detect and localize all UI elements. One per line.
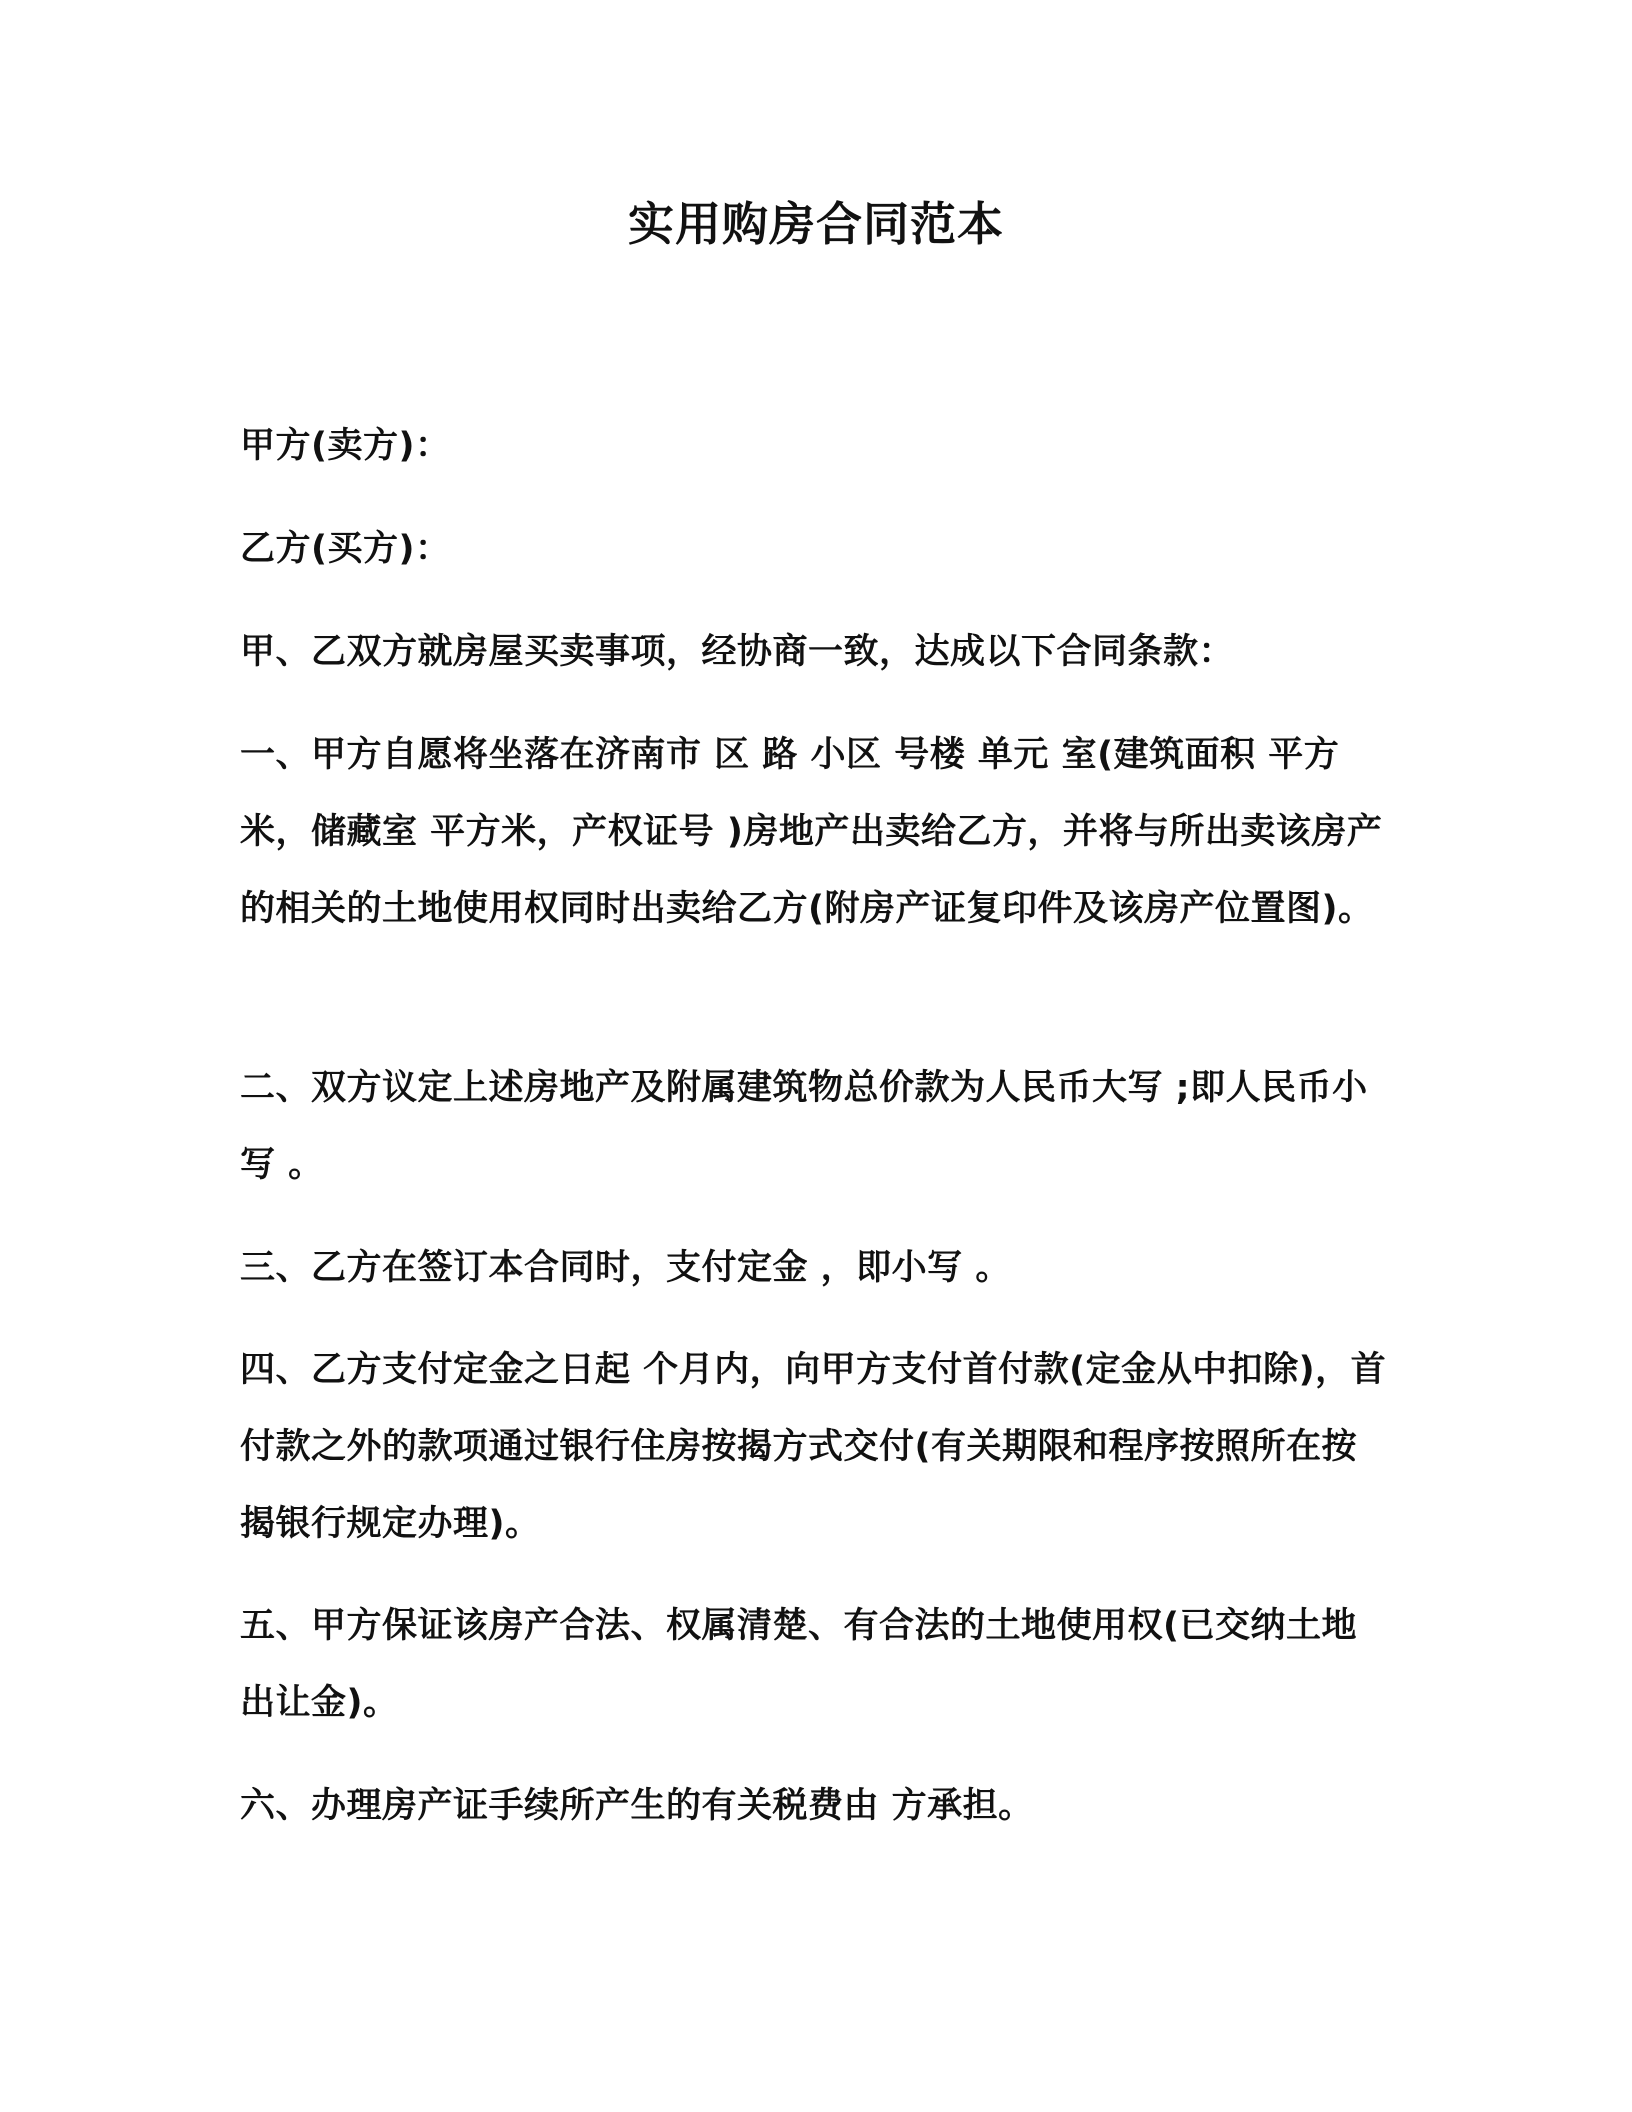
clause-5-paragraph: 五、甲方保证该房产合法、权属清楚、有合法的土地使用权(已交纳土地出让金)。 (240, 1606, 1357, 1723)
document-title: 实用购房合同范本 (628, 197, 1004, 251)
clause-1-paragraph: 一、甲方自愿将坐落在济南市 区 路 小区 号楼 单元 室(建筑面积 平方米，储藏室 平方米，产权证号 )房地产出卖给乙方，并将与所出卖该房产的相关的土地使用权同时出卖给乙方(附房产证复印件及该房产位置图)。 (240, 735, 1383, 929)
party-b-line: 乙方(买方)： (240, 529, 451, 569)
intro-paragraph: 甲、乙双方就房屋买卖事项，经协商一致，达成以下合同条款： (240, 632, 1235, 672)
clause-4-paragraph: 四、乙方支付定金之日起 个月内，向甲方支付首付款(定金从中扣除)，首付款之外的款项通过银行住房按揭方式交付(有关期限和程序按照所在按揭银行规定办理)。 (240, 1350, 1387, 1544)
clause-2-paragraph: 二、双方议定上述房地产及附属建筑物总价款为人民币大写 ;即人民币小写 。 (240, 1068, 1368, 1185)
clause-6-paragraph: 六、办理房产证手续所产生的有关税费由 方承担。 (240, 1786, 1034, 1826)
clause-3-paragraph: 三、乙方在签订本合同时，支付定金 ，即小写 。 (240, 1248, 1011, 1288)
party-a-line: 甲方(卖方)： (240, 426, 451, 466)
